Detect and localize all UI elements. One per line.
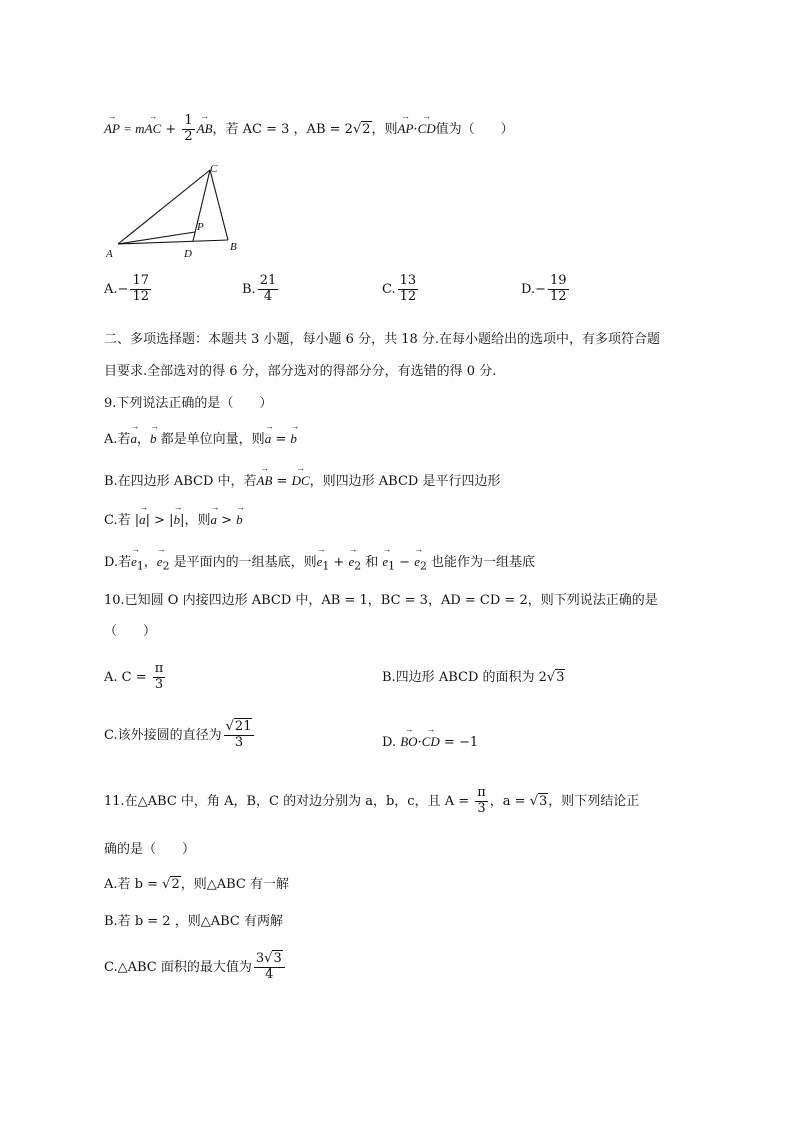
q9-option-a: A.若→ a，→ b 都是单位向量，则→ a = → b	[104, 431, 297, 448]
q10-stem-paren: （ ）	[104, 624, 157, 639]
vector-cd: → CD	[418, 121, 436, 137]
vector-ac: → AC	[145, 121, 162, 137]
label-b: B	[230, 241, 237, 253]
vector-ap-2: → AP	[398, 121, 414, 137]
sqrt-2: √2	[352, 121, 371, 137]
q8-option-d: D.− $\frac{19}{12}$	[521, 273, 567, 304]
label-c: C	[210, 163, 218, 175]
q8-option-b: B. $\frac{21}{4}$	[242, 273, 277, 304]
q10-option-b: B.四边形 ABCD 的面积为 2√3	[382, 670, 565, 685]
q10-option-d: D. → BO·→ CD = −1	[382, 734, 478, 751]
q10-option-c: C.该外接圆的直径为 $\frac{√21}{3}$	[104, 720, 256, 751]
side-cb	[210, 170, 228, 240]
side-ab	[118, 240, 228, 244]
section2-line2: 目要求.全部选对的得 6 分，部分选对的得部分分，有选错的得 0 分.	[104, 364, 497, 379]
fraction-half: $\frac{1}{2}$	[184, 113, 193, 144]
vector-ab: → AB	[197, 121, 213, 137]
q9-option-d: D.若→ $e_1$，→ $e_2$ 是平面内的一组基底，则→ $e_1$ + → $e_2$ 和 → $e_1$ − → $e_2$ 也能作为一组基底	[104, 554, 535, 573]
vector-ap: → AP	[104, 121, 120, 137]
q11-option-a: A.若 b = √2，则△ABC 有一解	[104, 877, 289, 892]
label-a: A	[106, 248, 113, 260]
q11-stem: 11.在△ABC 中，角 A，B，C 的对边分别为 a，b，c，且 A = $\frac{\pi}{3}$ ，a = √3，则下列结论正	[104, 785, 640, 816]
q9-option-b: B.在四边形 ABCD 中，若→ AB = → DC，则四边形 ABCD 是平行四边形	[104, 473, 500, 490]
label-p: P	[197, 221, 204, 233]
q10-stem: 10.已知圆 O 内接四边形 ABCD 中，AB = 1，BC = 3，AD = CD = 2，则下列说法正确的是	[104, 593, 658, 608]
q9-option-c: C.若 |→ a| > |→ b|，则→ a > → b	[104, 512, 243, 529]
q9-stem: 9.下列说法正确的是（ ）	[104, 396, 273, 411]
q11-stem-2: 确的是（ ）	[104, 842, 196, 857]
triangle-figure	[100, 160, 250, 260]
q11-option-c: C.△ABC 面积的最大值为 $\frac{3√3}{4}$	[104, 952, 287, 983]
q11-option-b: B.若 b = 2 ，则△ABC 有两解	[104, 914, 283, 929]
q8-option-a: A.− $\frac{17}{12}$	[104, 273, 149, 304]
section2-line1: 二、多项选择题：本题共 3 小题，每小题 6 分，共 18 分.在每小题给出的选项中，有多项符合题	[104, 332, 661, 347]
q10-option-a: A. C = $\frac{\pi}{3}$	[104, 661, 164, 692]
q8-option-c: C. $\frac{13}{12}$	[382, 273, 417, 304]
q8-continuation: → AP = m→ AC + $\frac{1}{2}$ → AB，若 AC = 3 ，AB = 2√2，则→ AP·→ CD值为（ ）	[104, 114, 514, 145]
label-d: D	[184, 248, 192, 260]
